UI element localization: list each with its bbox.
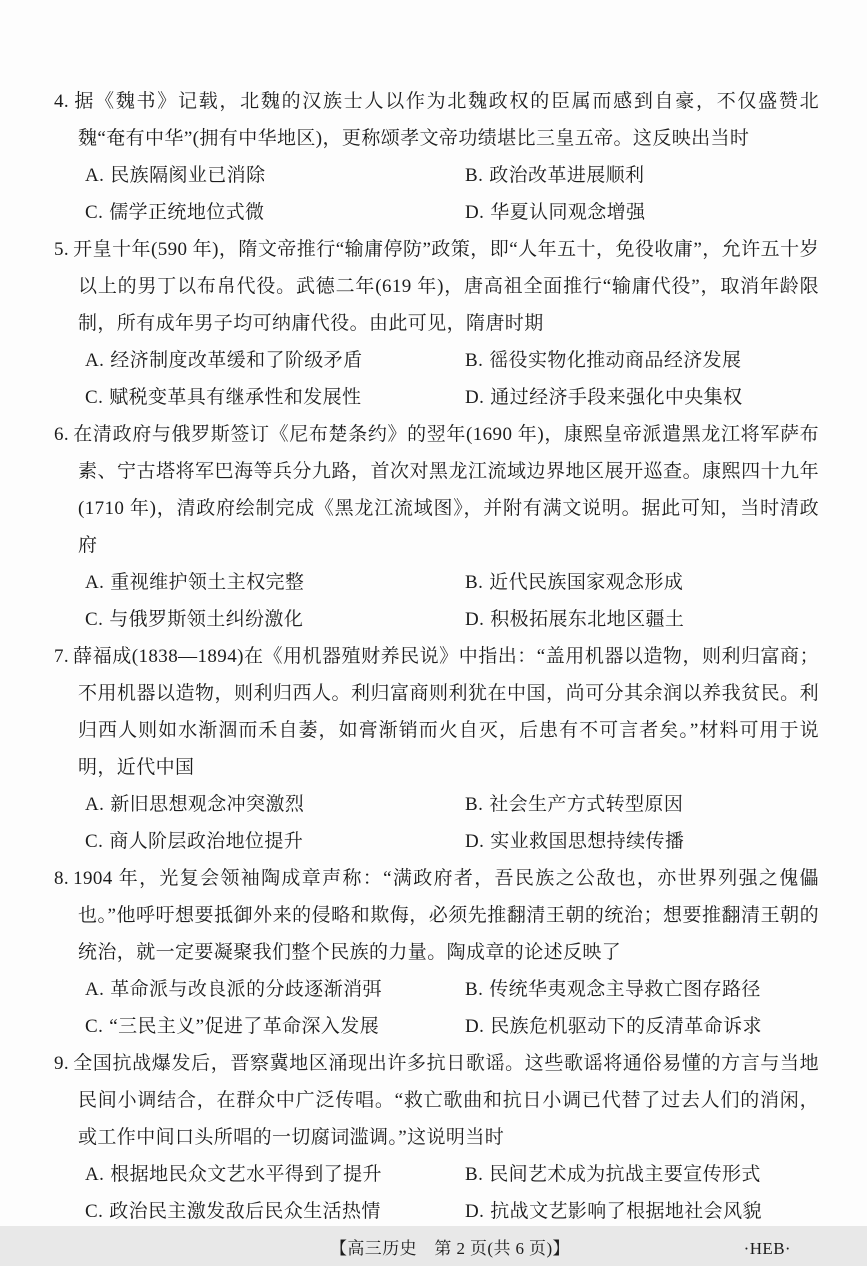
options-grid [54,157,819,231]
option-label: C. [85,1201,104,1222]
answer-option [465,342,819,379]
option-label: A. [85,165,105,186]
question-stem-line [54,638,819,786]
question-stem: 开皇十年(590 年)，隋文帝推行“输庸停防”政策，即“人年五十，免役收庸”，允许五十岁以上的男丁以布帛代役。武德二年(619 年)，唐高祖全面推行“输庸代役”，取消年龄限制，所有成年男子均可纳庸代役。由此可见，隋唐时期 [73,239,819,334]
option-text: 经济制度改革缓和了阶级矛盾 [110,350,363,371]
option-label: D. [465,202,485,223]
options-grid [54,564,819,638]
answer-option [465,1156,819,1193]
option-label: A. [85,794,105,815]
option-label: C. [85,202,104,223]
option-label: B. [465,1164,484,1185]
option-text: “三民主义”促进了革命深入发展 [109,1016,380,1037]
option-text: 儒学正统地位式微 [109,202,265,223]
option-label: D. [465,831,485,852]
question [54,638,819,860]
option-text: 积极拓展东北地区疆土 [490,609,685,630]
option-text: 政治改革进展顺利 [489,165,645,186]
answer-option [465,1008,819,1045]
question-number: 6. [54,424,70,445]
option-label: C. [85,609,104,630]
answer-option [465,601,819,638]
question-number: 5. [54,239,70,260]
footer-code: ·HEB· [743,1239,791,1258]
option-text: 根据地民众文艺水平得到了提升 [110,1164,382,1185]
question-stem: 全国抗战爆发后，晋察冀地区涌现出许多抗日歌谣。这些歌谣将通俗易懂的方言与当地民间小调结合，在群众中广泛传唱。“救亡歌曲和抗日小调已代替了过去人们的消闲，或工作中间口头所唱的一切腐词滥调。”这说明当时 [73,1053,819,1148]
option-text: 赋税变革具有继承性和发展性 [109,387,362,408]
answer-option [465,786,819,823]
option-text: 实业救国思想持续传播 [490,831,685,852]
answer-option [85,823,465,860]
answer-option [85,157,465,194]
answer-option [85,1193,465,1230]
question [54,231,819,416]
question-number: 8. [54,868,70,889]
option-label: D. [465,1201,485,1222]
options-grid [54,342,819,416]
option-text: 民族隔阂业已消除 [110,165,266,186]
option-text: 政治民主激发敌后民众生活热情 [109,1201,381,1222]
option-label: A. [85,979,105,1000]
option-text: 民间艺术成为抗战主要宣传形式 [489,1164,761,1185]
answer-option [85,564,465,601]
question-number: 9. [54,1053,70,1074]
answer-option [85,971,465,1008]
question-stem-line [54,416,819,564]
option-text: 通过经济手段来强化中央集权 [490,387,743,408]
option-label: A. [85,1164,105,1185]
answer-option [85,1156,465,1193]
question-number: 4. [54,91,70,112]
question-stem-line [54,83,819,157]
option-text: 华夏认同观念增强 [490,202,646,223]
question [54,1045,819,1230]
option-text: 社会生产方式转型原因 [489,794,684,815]
answer-option [85,194,465,231]
answer-option [85,786,465,823]
option-label: D. [465,387,485,408]
footer-page-indicator: 【高三历史 第 2 页(共 6 页)】 [330,1239,570,1258]
answer-option [85,1008,465,1045]
option-text: 与俄罗斯领土纠纷激化 [109,609,304,630]
options-grid [54,1156,819,1230]
question [54,83,819,231]
option-label: D. [465,1016,485,1037]
options-grid [54,786,819,860]
option-text: 新旧思想观念冲突激烈 [110,794,305,815]
option-text: 民族危机驱动下的反清革命诉求 [490,1016,762,1037]
option-label: C. [85,831,104,852]
option-label: B. [465,572,484,593]
option-text: 抗战文艺影响了根据地社会风貌 [490,1201,762,1222]
option-label: C. [85,1016,104,1037]
answer-option [465,157,819,194]
question-stem-line [54,231,819,342]
option-label: B. [465,165,484,186]
answer-option [465,379,819,416]
questions-list [54,83,819,1230]
option-label: C. [85,387,104,408]
question-stem: 在清政府与俄罗斯签订《尼布楚条约》的翌年(1690 年)，康熙皇帝派遣黑龙江将军萨布素、宁古塔将军巴海等兵分九路，首次对黑龙江流域边界地区展开巡查。康熙四十九年(1710 年)，清政府绘制完成《黑龙江流域图》，并附有满文说明。据此可知，当时清政府 [73,424,819,556]
question-stem-line [54,1045,819,1156]
answer-option [85,379,465,416]
option-text: 传统华夷观念主导救亡图存路径 [489,979,761,1000]
options-grid [54,971,819,1045]
option-label: B. [465,794,484,815]
answer-option [465,823,819,860]
option-text: 革命派与改良派的分歧逐渐消弭 [110,979,382,1000]
answer-option [465,1193,819,1230]
answer-option [85,342,465,379]
option-text: 商人阶层政治地位提升 [109,831,304,852]
option-text: 近代民族国家观念形成 [489,572,684,593]
question-stem: 1904 年，光复会领袖陶成章声称：“满政府者，吾民族之公敌也，亦世界列强之傀儡也。”他呼吁想要抵御外来的侵略和欺侮，必须先推翻清王朝的统治；想要推翻清王朝的统治，就一定要凝聚我们整个民族的力量。陶成章的论述反映了 [73,868,819,963]
option-text: 徭役实物化推动商品经济发展 [489,350,742,371]
answer-option [465,194,819,231]
option-label: B. [465,350,484,371]
question [54,860,819,1045]
answer-option [465,564,819,601]
page-footer [54,1232,819,1266]
option-label: A. [85,572,105,593]
question-stem: 据《魏书》记载，北魏的汉族士人以作为北魏政权的臣属而感到自豪，不仅盛赞北魏“奄有中华”(拥有中华地区)，更称颂孝文帝功绩堪比三皇五帝。这反映出当时 [73,91,819,149]
option-text: 重视维护领土主权完整 [110,572,305,593]
question [54,416,819,638]
question-stem: 薛福成(1838—1894)在《用机器殖财养民说》中指出：“盖用机器以造物，则利归富商；不用机器以造物，则利归西人。利归富商则利犹在中国，尚可分其余润以养我贫民。利归西人则如水渐涸而禾自萎，如膏渐销而火自灭，后患有不可言者矣。”材料可用于说明，近代中国 [73,646,819,778]
answer-option [85,601,465,638]
question-stem-line [54,860,819,971]
answer-option [465,971,819,1008]
question-number: 7. [54,646,70,667]
option-label: D. [465,609,485,630]
option-label: A. [85,350,105,371]
option-label: B. [465,979,484,1000]
